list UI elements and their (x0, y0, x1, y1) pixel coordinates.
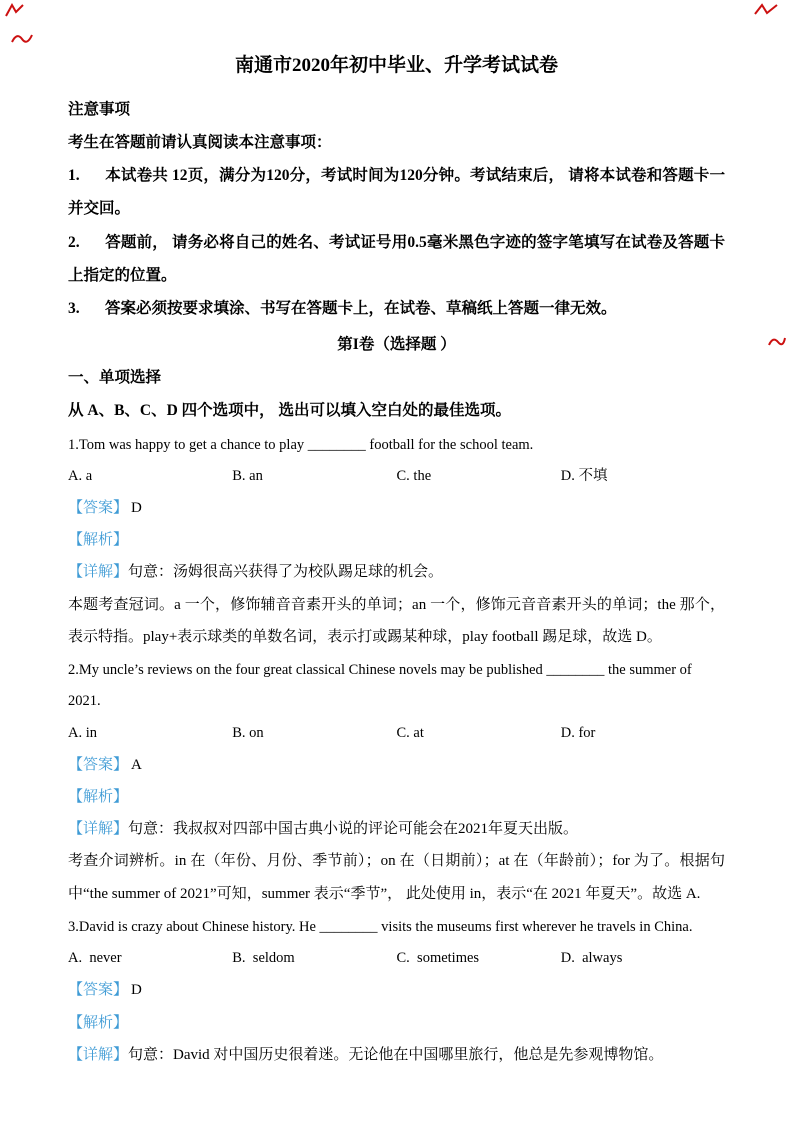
volume-title: 第I卷（选择题 ） (337, 335, 456, 353)
page-title: 南通市2020年初中毕业、升学考试试卷 (234, 55, 558, 76)
red-annotation-mark (4, 2, 26, 20)
detail-label: 【详解】 (68, 821, 129, 838)
question-3 (68, 912, 725, 1071)
question-options (68, 943, 725, 974)
notice-item-text: 答题前， 请务必将自己的姓名、考试证号用0.5毫米黑色字迹的签字笔填写在试卷及答题卡上指定的位置。 (68, 233, 725, 285)
option-b: B. on (232, 724, 264, 741)
option-d: D. always (560, 950, 623, 967)
answer-label: 【答案】 (68, 499, 129, 516)
detail-line (68, 1039, 725, 1071)
question-stem: 3.David is crazy about Chinese history. He ________ visits the museums first wherever he travels in China. (68, 918, 693, 935)
detail-intro: 句意：David 对中国历史很着迷。无论他在中国哪里旅行，他总是先参观博物馆。 (128, 1046, 664, 1063)
detail-body: 本题考查冠词。a 一个，修饰辅音音素开头的单词；an 一个，修饰元音音素开头的单词；the 那个，表示特指。play+表示球类的单数名词，表示打或踢某种球，play football 踢足球，故选 D。 (68, 596, 725, 645)
detail-body: 考查介词辨析。in 在（年份、月份、季节前）；on 在（日期前）；at 在（年龄前）；for 为了。根据句中“the summer of 2021”可知，summer 表示“季节”， 此处使用 in，表示“在 2021 年夏天”。故选 A. (68, 853, 725, 902)
notice-item-3 (68, 292, 725, 325)
analysis-label: 【解析】 (68, 1014, 129, 1031)
analysis-label: 【解析】 (68, 532, 129, 549)
answer-label: 【答案】 (68, 982, 129, 999)
red-annotation-mark (767, 333, 787, 349)
notice-item-number: 2. (68, 233, 80, 251)
option-b: B. seldom (232, 950, 295, 967)
option-a: A. in (68, 724, 97, 741)
detail-intro: 句意：我叔叔对四部中国古典小说的评论可能会在2021年夏天出版。 (128, 821, 579, 838)
notice-item-number: 3. (68, 300, 80, 318)
notice-heading: 注意事项 (68, 100, 131, 118)
notice-item-number: 1. (68, 167, 80, 185)
option-c: C. at (396, 724, 424, 741)
answer-line (68, 492, 725, 524)
detail-line (68, 813, 725, 845)
option-a: A. a (68, 467, 93, 484)
notice-item-text: 本试卷共 12页，满分为120分，考试时间为120分钟。考试结束后， 请将本试卷和答题卡一并交回。 (68, 167, 725, 218)
answer-label: 【答案】 (68, 756, 129, 773)
analysis-label: 【解析】 (68, 788, 129, 805)
option-b: B. an (232, 467, 263, 484)
option-d: D. 不填 (560, 467, 608, 484)
option-d: D. for (560, 724, 596, 741)
question-stem: 1.Tom was happy to get a chance to play ________ football for the school team. (68, 436, 534, 453)
question-1 (68, 430, 725, 654)
answer-value: D (131, 982, 142, 999)
option-a: A. never (68, 950, 122, 967)
part-title: 一、单项选择 (68, 369, 162, 386)
detail-label: 【详解】 (68, 1046, 129, 1063)
notice-item-text: 答案必须按要求填涂、书写在答题卡上，在试卷、草稿纸上答题一律无效。 (105, 300, 617, 318)
notice-subheading: 考生在答题前请认真阅读本注意事项： (68, 133, 332, 151)
detail-line (68, 556, 725, 588)
red-annotation-mark (10, 30, 34, 46)
notice-item-2 (68, 226, 725, 293)
analysis-line (68, 781, 725, 813)
option-c: C. the (396, 467, 432, 484)
analysis-line (68, 524, 725, 556)
question-stem: 2.My uncle’s reviews on the four great classical Chinese novels may be published ________ the summer of 2021. (68, 662, 692, 710)
answer-line (68, 974, 725, 1006)
answer-line (68, 749, 725, 781)
analysis-line (68, 1007, 725, 1039)
section-instructions: 从 A、B、C、D 四个选项中， 选出可以填入空白处的最佳选项。 (68, 402, 512, 420)
option-c: C. sometimes (396, 950, 480, 967)
detail-intro: 句意：汤姆很高兴获得了为校队踢足球的机会。 (128, 564, 444, 581)
red-annotation-mark (753, 2, 779, 18)
answer-value: A (131, 756, 142, 773)
question-options (68, 718, 725, 749)
answer-value: D (131, 499, 142, 516)
question-2 (68, 655, 725, 910)
detail-label: 【详解】 (68, 564, 129, 581)
question-options (68, 461, 725, 492)
notice-item-1 (68, 159, 725, 226)
